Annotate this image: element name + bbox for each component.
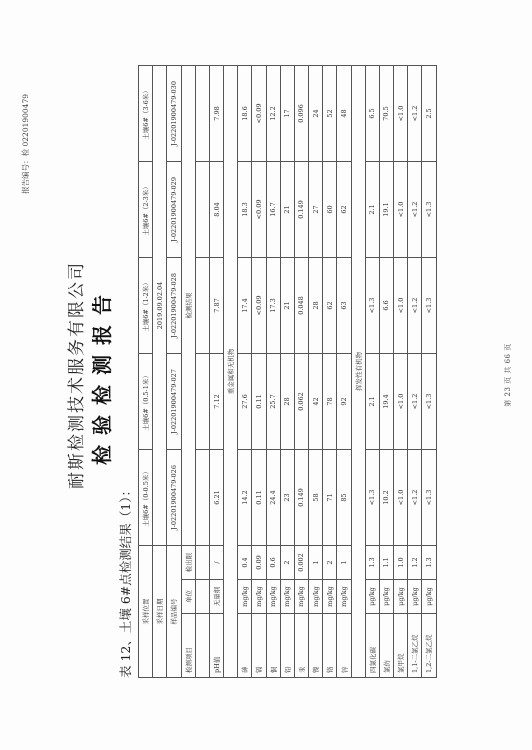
value-cell: 12.2 — [266, 65, 280, 161]
limit-cell: 2 — [280, 545, 294, 579]
limit-cell: 1 — [337, 545, 351, 579]
unit-cell: 无量纲 — [209, 580, 223, 614]
value-cell: 58 — [309, 449, 323, 545]
page-footer: 第 23 页 共 66 页 — [504, 343, 512, 407]
value-cell: <0.09 — [252, 257, 266, 353]
sample-no-cell: J-02201900479-029 — [167, 161, 181, 257]
table-row — [280, 65, 294, 677]
value-cell: 14.2 — [238, 449, 252, 545]
item-name: 四氯化碳 — [365, 614, 379, 678]
table-row — [252, 65, 266, 677]
table-row — [209, 65, 223, 677]
value-cell: <1.0 — [394, 65, 408, 161]
table-row — [309, 65, 323, 677]
table-row — [422, 65, 436, 677]
value-cell: 24.4 — [266, 449, 280, 545]
value-cell: 6.5 — [365, 65, 379, 161]
table-row — [238, 65, 252, 677]
section-row — [224, 65, 238, 677]
item-name: 铅 — [280, 614, 294, 678]
value-cell: <1.3 — [365, 257, 379, 353]
table-row — [379, 65, 393, 677]
position-cell: 土壤6#（0.5-1米） — [139, 353, 153, 449]
unit-cell: μg/kg — [408, 580, 422, 614]
value-cell: 17.3 — [266, 257, 280, 353]
value-cell: <1.0 — [394, 161, 408, 257]
spacer-row — [195, 65, 209, 677]
results-table — [138, 65, 437, 678]
value-cell: 23 — [280, 449, 294, 545]
report-title: 检验检测报告 — [90, 285, 114, 465]
item-name: 氯仿 — [379, 614, 393, 678]
header-results-label: 检测结果 — [181, 65, 195, 545]
header-date-label: 采样日期 — [153, 545, 167, 677]
limit-cell: 1.3 — [422, 545, 436, 579]
section-heading: 挥发性有机物 — [351, 65, 365, 677]
value-cell: 18.3 — [238, 161, 252, 257]
position-cell: 土壤6#（1-2米） — [139, 257, 153, 353]
header-sample-no-label: 样品编号 — [167, 545, 181, 677]
value-cell: 0.048 — [294, 257, 308, 353]
item-name: 1,1-二氯乙烷 — [408, 614, 422, 678]
value-cell: 70.5 — [379, 65, 393, 161]
value-cell: 19.1 — [379, 161, 393, 257]
limit-cell: 0.6 — [266, 545, 280, 579]
item-name: pH值 — [209, 614, 223, 678]
header-row-columns — [181, 65, 195, 677]
value-cell: 0.11 — [252, 353, 266, 449]
value-cell: <1.2 — [408, 65, 422, 161]
unit-cell: mg/kg — [323, 580, 337, 614]
company-name: 耐斯检测技术服务有限公司 — [67, 261, 87, 489]
value-cell: 42 — [309, 353, 323, 449]
section-heading: 重金属和无机物 — [224, 65, 238, 677]
report-number: 报告编号：检 02201900479 — [21, 94, 30, 194]
value-cell: <1.0 — [394, 257, 408, 353]
value-cell: 28 — [309, 257, 323, 353]
unit-cell: mg/kg — [294, 580, 308, 614]
value-cell: <0.09 — [252, 161, 266, 257]
sample-no-cell: J-02201900479-026 — [167, 449, 181, 545]
header-limit-label: 检出限 — [181, 545, 195, 579]
limit-cell: / — [209, 545, 223, 579]
value-cell: 17 — [280, 65, 294, 161]
item-name: 汞 — [294, 614, 308, 678]
item-name: 锌 — [337, 614, 351, 678]
value-cell: 21 — [280, 257, 294, 353]
sample-no-cell: J-02201900479-027 — [167, 353, 181, 449]
value-cell: 6.6 — [379, 257, 393, 353]
value-cell: 63 — [337, 257, 351, 353]
unit-cell: mg/kg — [266, 580, 280, 614]
section-row — [351, 65, 365, 677]
unit-cell: μg/kg — [422, 580, 436, 614]
table-row — [294, 65, 308, 677]
value-cell: <0.09 — [252, 65, 266, 161]
value-cell: 85 — [337, 449, 351, 545]
unit-cell: μg/kg — [394, 580, 408, 614]
value-cell: 27.6 — [238, 353, 252, 449]
value-cell: 2.1 — [365, 161, 379, 257]
sampling-date: 2019.09.02.04 — [153, 65, 167, 545]
unit-cell: mg/kg — [238, 580, 252, 614]
value-cell: 2.5 — [422, 65, 436, 161]
table-row — [365, 65, 379, 677]
table-row — [394, 65, 408, 677]
item-name: 氯甲烷 — [394, 614, 408, 678]
value-cell: 21 — [280, 161, 294, 257]
unit-cell: mg/kg — [337, 580, 351, 614]
position-cell: 土壤6#（0-0.5米） — [139, 449, 153, 545]
limit-cell: 2 — [323, 545, 337, 579]
value-cell: 25.7 — [266, 353, 280, 449]
limit-cell: 0.4 — [238, 545, 252, 579]
value-cell: <1.2 — [408, 161, 422, 257]
unit-cell: mg/kg — [252, 580, 266, 614]
value-cell: 0.149 — [294, 449, 308, 545]
sample-no-cell: J-02201900479-030 — [167, 65, 181, 161]
value-cell: 62 — [337, 161, 351, 257]
value-cell: 92 — [337, 353, 351, 449]
value-cell: 16.7 — [266, 161, 280, 257]
value-cell: 0.096 — [294, 65, 308, 161]
header-position-label: 采样位置 — [139, 545, 153, 677]
value-cell: <1.0 — [394, 353, 408, 449]
value-cell: 62 — [323, 257, 337, 353]
table-row — [337, 65, 351, 677]
item-name: 镉 — [252, 614, 266, 678]
value-cell: 6.21 — [209, 449, 223, 545]
limit-cell: 1.2 — [408, 545, 422, 579]
sample-no-cell: J-02201900479-028 — [167, 257, 181, 353]
header-item-label: 检测项目 — [181, 614, 195, 678]
value-cell: 7.98 — [209, 65, 223, 161]
value-cell: 71 — [323, 449, 337, 545]
table-row — [266, 65, 280, 677]
limit-cell: 0.002 — [294, 545, 308, 579]
table-row — [408, 65, 422, 677]
value-cell: 19.4 — [379, 353, 393, 449]
value-cell: <1.3 — [422, 161, 436, 257]
table-caption: 表 12、土壤 6#点检测结果（1）： — [118, 484, 133, 678]
value-cell: 48 — [337, 65, 351, 161]
position-cell: 土壤6#（3-6米） — [139, 65, 153, 161]
item-name: 铜 — [266, 614, 280, 678]
value-cell: 2.1 — [365, 353, 379, 449]
limit-cell: 1.0 — [394, 545, 408, 579]
value-cell: 18.6 — [238, 65, 252, 161]
unit-cell: mg/kg — [309, 580, 323, 614]
header-row-date — [153, 65, 167, 677]
value-cell: 8.04 — [209, 161, 223, 257]
value-cell: 27 — [309, 161, 323, 257]
value-cell: <1.2 — [408, 257, 422, 353]
value-cell: <1.2 — [408, 353, 422, 449]
value-cell: 7.12 — [209, 353, 223, 449]
value-cell: <1.3 — [365, 449, 379, 545]
item-name: 砷 — [238, 614, 252, 678]
value-cell: 0.149 — [294, 161, 308, 257]
value-cell: 24 — [309, 65, 323, 161]
value-cell: <1.3 — [422, 449, 436, 545]
value-cell: <1.3 — [422, 353, 436, 449]
value-cell: 0.062 — [294, 353, 308, 449]
position-cell: 土壤6#（2-3米） — [139, 161, 153, 257]
item-name: 镍 — [309, 614, 323, 678]
header-unit-label: 单位 — [181, 580, 195, 614]
value-cell: 78 — [323, 353, 337, 449]
value-cell: <1.0 — [394, 449, 408, 545]
value-cell: 0.11 — [252, 449, 266, 545]
unit-cell: μg/kg — [379, 580, 393, 614]
unit-cell: μg/kg — [365, 580, 379, 614]
item-name: 铬 — [323, 614, 337, 678]
value-cell: 17.4 — [238, 257, 252, 353]
limit-cell: 1.1 — [379, 545, 393, 579]
value-cell: 52 — [323, 65, 337, 161]
header-row-sample-no — [167, 65, 181, 677]
header-row-position — [139, 65, 153, 677]
value-cell: 60 — [323, 161, 337, 257]
limit-cell: 1 — [309, 545, 323, 579]
value-cell: 7.87 — [209, 257, 223, 353]
limit-cell: 1.3 — [365, 545, 379, 579]
item-name: 1,2-二氯乙烷 — [422, 614, 436, 678]
table-row — [323, 65, 337, 677]
value-cell: <1.3 — [422, 257, 436, 353]
value-cell: 10.2 — [379, 449, 393, 545]
value-cell: 28 — [280, 353, 294, 449]
limit-cell: 0.09 — [252, 545, 266, 579]
value-cell: <1.2 — [408, 449, 422, 545]
unit-cell: mg/kg — [280, 580, 294, 614]
